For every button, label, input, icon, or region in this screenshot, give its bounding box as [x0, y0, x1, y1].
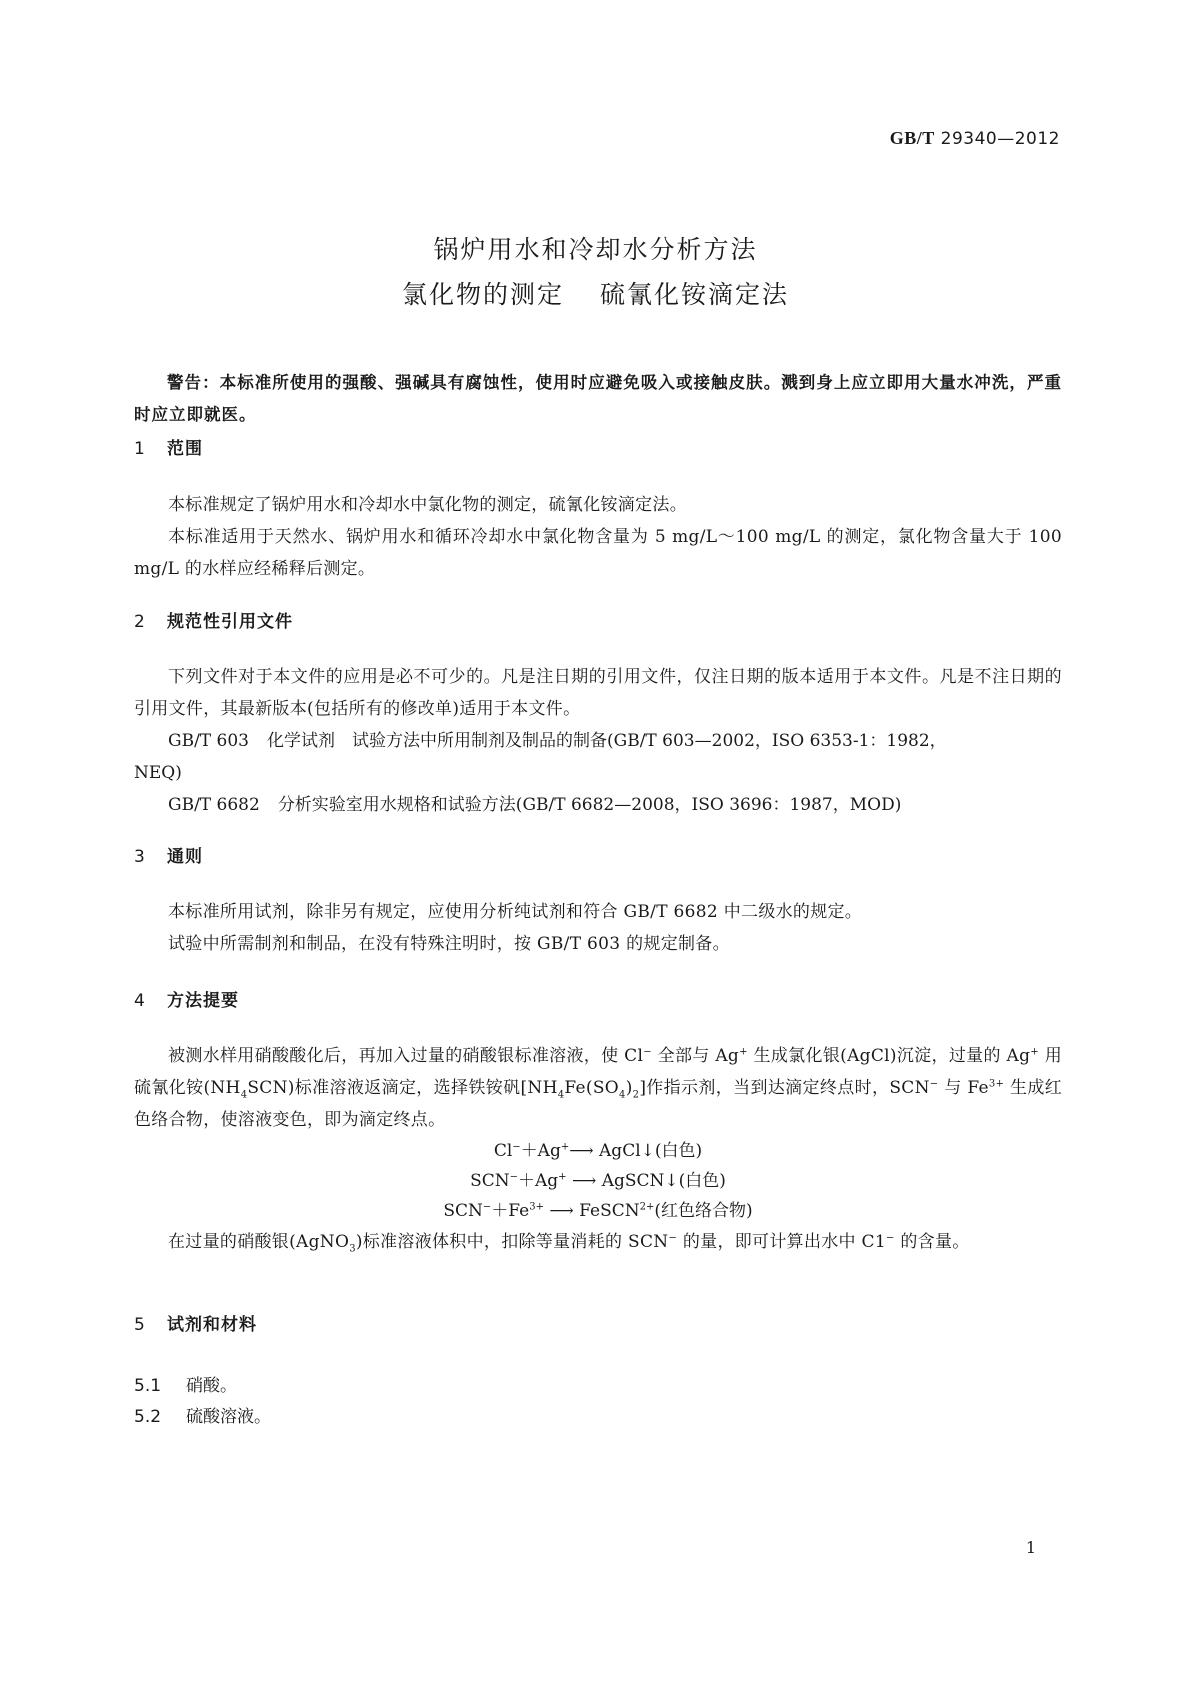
item-text: 硝酸。 [186, 1376, 237, 1396]
section-4-heading [134, 986, 239, 1011]
title-part1: 氯化物的测定 [401, 280, 564, 309]
section-1-body [134, 489, 1062, 585]
section-number: 2 [134, 612, 146, 632]
paragraph: 本标准规定了锅炉用水和冷却水中氯化物的测定，硫氰化铵滴定法。 [168, 495, 687, 515]
section-2-heading [134, 607, 293, 632]
section-3-heading [134, 842, 203, 867]
paragraph: 下列文件对于本文件的应用是必不可少的。凡是注日期的引用文件，仅注日期的版本适用于本文件。凡是不注日期的引用文件，其最新版本(包括所有的修改单)适用于本文件。 [134, 667, 1062, 719]
section-2-body [134, 661, 1062, 821]
reference-item [134, 725, 1062, 757]
section-4-body [134, 1040, 1062, 1258]
section-title: 范围 [167, 439, 203, 459]
list-item [134, 1402, 271, 1427]
arrow-icon: ⟶ [549, 1201, 574, 1221]
reference-code: GB/T 603 [168, 731, 249, 751]
document-title-line2 [0, 275, 1191, 311]
list-item [134, 1371, 237, 1396]
reference-continuation: NEQ) [134, 763, 182, 783]
section-5-heading [134, 1310, 257, 1335]
section-number: 3 [134, 847, 146, 867]
title-part2: 硫氰化铵滴定法 [600, 280, 790, 309]
section-title: 通则 [167, 847, 203, 867]
document-title-line1: 锅炉用水和冷却水分析方法 [433, 235, 758, 264]
paragraph: 在过量的硝酸银(AgNO$_3$)标准溶液体积中，扣除等量消耗的 SCN− 的量，即可计算出水中 C1− 的含量。 [168, 1232, 970, 1255]
reference-title: 化学试剂 试验方法中所用制剂及制品的制备(GB/T 603—2002，ISO 6353-1：1982， [267, 731, 947, 751]
section-title: 试剂和材料 [167, 1315, 257, 1335]
section-title: 方法提要 [167, 991, 239, 1011]
paragraph: 被测水样用硝酸酸化后，再加入过量的硝酸银标准溶液，使 Cl− 全部与 Ag+ 生成氯化银(AgCl)沉淀，过量的 Ag+ 用硫氰化铵$(NH_4SCN)$标准溶液返滴定，选择铁铵矾$[NH_4Fe(SO_4)_2]$作指示剂，当到达滴定终点时，SCN− 与 $Fe^{3+}$ 生成红色络合物，使溶液变色，即为滴定终点。 [134, 1046, 1063, 1130]
warning-paragraph: 警告：本标准所使用的强酸、强碱具有腐蚀性，使用时应避免吸入或接触皮肤。溅到身上应立即用大量水冲洗，严重时应立即就医。 [134, 373, 1062, 424]
reaction-equation-3: $SCN^-+Fe^{3+}$ ⟶ FeSCN$^{2+}$(红色络合物) [443, 1201, 753, 1221]
reaction-equation-2: SCN−＋Ag+ ⟶ AgSCN↓(白色) [470, 1171, 726, 1191]
section-1-heading [134, 434, 203, 459]
section-title: 规范性引用文件 [167, 612, 293, 632]
reference-code: GB/T 6682 [168, 795, 260, 815]
arrow-icon: ⟶ [571, 1171, 597, 1191]
paragraph: 试验中所需制剂和制品，在没有特殊注明时，按 GB/T 603 的规定制备。 [168, 934, 730, 954]
item-text: 硫酸溶液。 [186, 1407, 271, 1427]
section-3-body [134, 896, 1062, 960]
standard-prefix: GB/T [889, 128, 935, 148]
item-number: 5.1 [134, 1376, 162, 1396]
reference-item [134, 789, 1062, 821]
section-number: 4 [134, 991, 146, 1011]
arrow-icon: ⟶ [569, 1141, 594, 1161]
paragraph: 本标准适用于天然水、锅炉用水和循环冷却水中氯化物含量为 5 mg/L～100 mg/L 的测定，氯化物含量大于 100 mg/L 的水样应经稀释后测定。 [134, 527, 1062, 579]
section-number: 1 [134, 439, 146, 459]
item-number: 5.2 [134, 1407, 162, 1427]
standard-code [890, 128, 1060, 149]
reaction-equation-1: Cl−＋Ag+⟶ AgCl↓(白色) [493, 1141, 703, 1161]
standard-number: 29340—2012 [940, 129, 1060, 149]
section-number: 5 [134, 1315, 146, 1335]
page-number: 1 [1025, 1538, 1036, 1557]
reference-title: 分析实验室用水规格和试验方法(GB/T 6682—2008，ISO 3696：1987，MOD) [277, 795, 902, 815]
paragraph: 本标准所用试剂，除非另有规定，应使用分析纯试剂和符合 GB/T 6682 中二级水的规定。 [168, 902, 863, 922]
